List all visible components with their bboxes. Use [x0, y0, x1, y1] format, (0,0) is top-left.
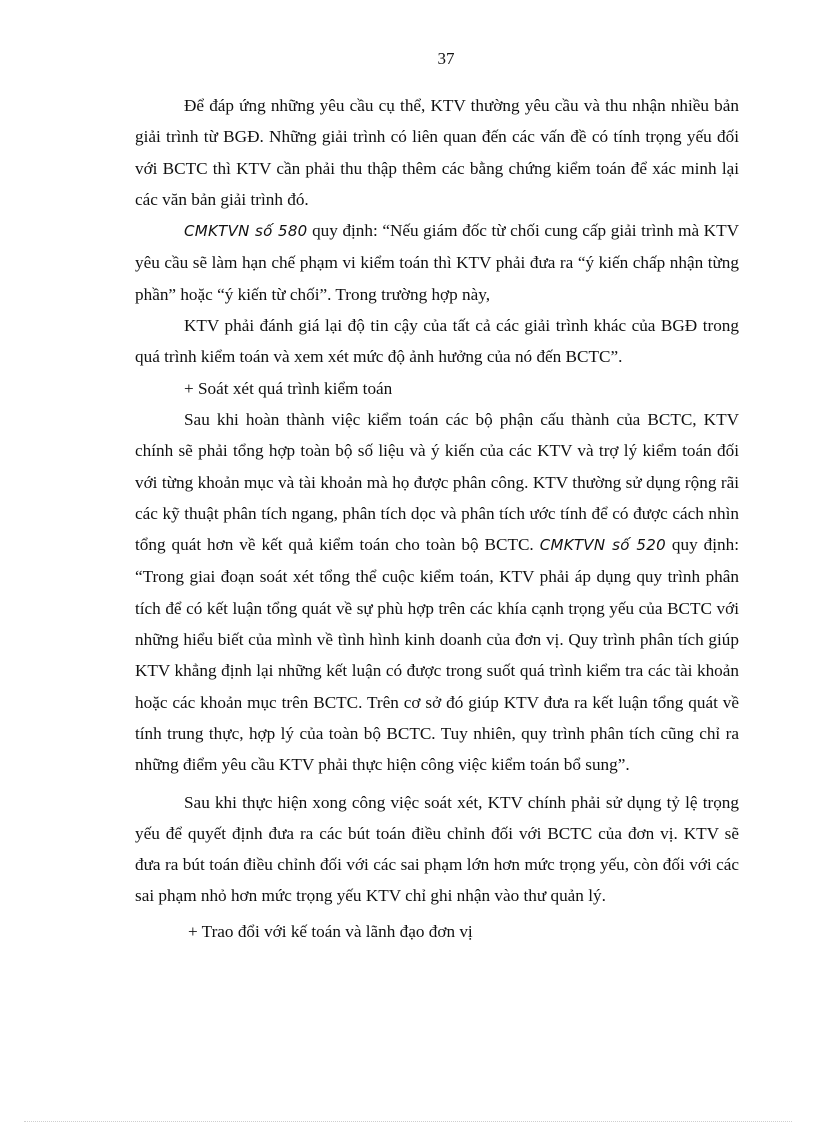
page-bottom-rule — [24, 1121, 792, 1122]
paragraph-adjusting-entries: Sau khi thực hiện xong công việc soát xét, KTV chính phải sử dụng tỷ lệ trọng yếu để quyết định đưa ra các bút toán điều chỉnh đối với BCTC của đơn vị. KTV sẽ đưa ra bút toán điều chỉnh đối với các sai phạm lớn hơn mức trọng yếu, còn đối với các sai phạm nhỏ hơn mức trọng yếu KTV chỉ ghi nhận vào thư quản lý. — [135, 792, 739, 906]
paragraph-audit-review — [135, 404, 739, 781]
standard-reference-580: CMKTVN số 580 — [184, 222, 308, 241]
document-body — [135, 90, 739, 947]
paragraph-audit-review-text-1: Sau khi hoàn thành việc kiểm toán các bộ phận cấu thành của BCTC, KTV chính sẽ phải tổng hợp toàn bộ số liệu và ý kiến của các KTV và trợ lý kiểm toán đối với từng khoản mục và tài khoản mà họ được phân công. KTV thường sử dụng rộng rãi các kỹ thuật phân tích ngang, phân tích dọc và phân tích ước tính để có được cách nhìn tổng quát hơn về kết quả kiểm toán cho toàn bộ BCTC. — [135, 409, 739, 555]
paragraph-audit-review-text-2: quy định: “Trong giai đoạn soát xét tổng thể cuộc kiểm toán, KTV phải áp dụng quy trình phân tích để có kết luận tổng quát về sự phù hợp trên các khía cạnh trọng yếu của BCTC với những hiểu biết của mình về tình hình kinh doanh của đơn vị. Quy trình phân tích giúp KTV khẳng định lại những kết luận có được trong suốt quá trình kiểm tra các tài khoản hoặc các khoản mục trên BCTC. Trên cơ sở đó giúp KTV đưa ra kết luận tổng quát về tính trung thực, hợp lý của toàn bộ BCTC. Tuy nhiên, quy trình phân tích cũng chỉ ra những điểm yêu cầu KTV phải thực hiện công việc kiểm toán bổ sung”. — [135, 535, 739, 775]
section-heading-audit-review: + Soát xét quá trình kiểm toán — [184, 378, 393, 398]
standard-reference-520: CMKTVN số 520 — [539, 536, 666, 555]
section-heading-communication: + Trao đổi với kế toán và lãnh đạo đơn vị — [188, 921, 473, 941]
paragraph-reassess-reliability: KTV phải đánh giá lại độ tin cậy của tất cả các giải trình khác của BGĐ trong quá trình kiểm toán và xem xét mức độ ảnh hưởng của nó đến BCTC”. — [135, 316, 739, 367]
paragraph-standard-580 — [135, 215, 739, 310]
paragraph-standard-580-text: quy định: “Nếu giám đốc từ chối cung cấp giải trình mà KTV yêu cầu sẽ làm hạn chế phạm vi kiểm toán thì KTV phải đưa ra “ý kiến chấp nhận từng phần” hoặc “ý kiến từ chối”. Trong trường hợp này, — [135, 221, 739, 304]
paragraph-bgd-representations: Để đáp ứng những yêu cầu cụ thể, KTV thường yêu cầu và thu nhận nhiều bản giải trình từ BGĐ. Những giải trình có liên quan đến các vấn đề có tính trọng yếu đối với BCTC thì KTV cần phải thu thập thêm các bằng chứng kiểm toán để xác minh lại các văn bản giải trình đó. — [135, 96, 739, 209]
page-number: 37 — [437, 49, 455, 68]
